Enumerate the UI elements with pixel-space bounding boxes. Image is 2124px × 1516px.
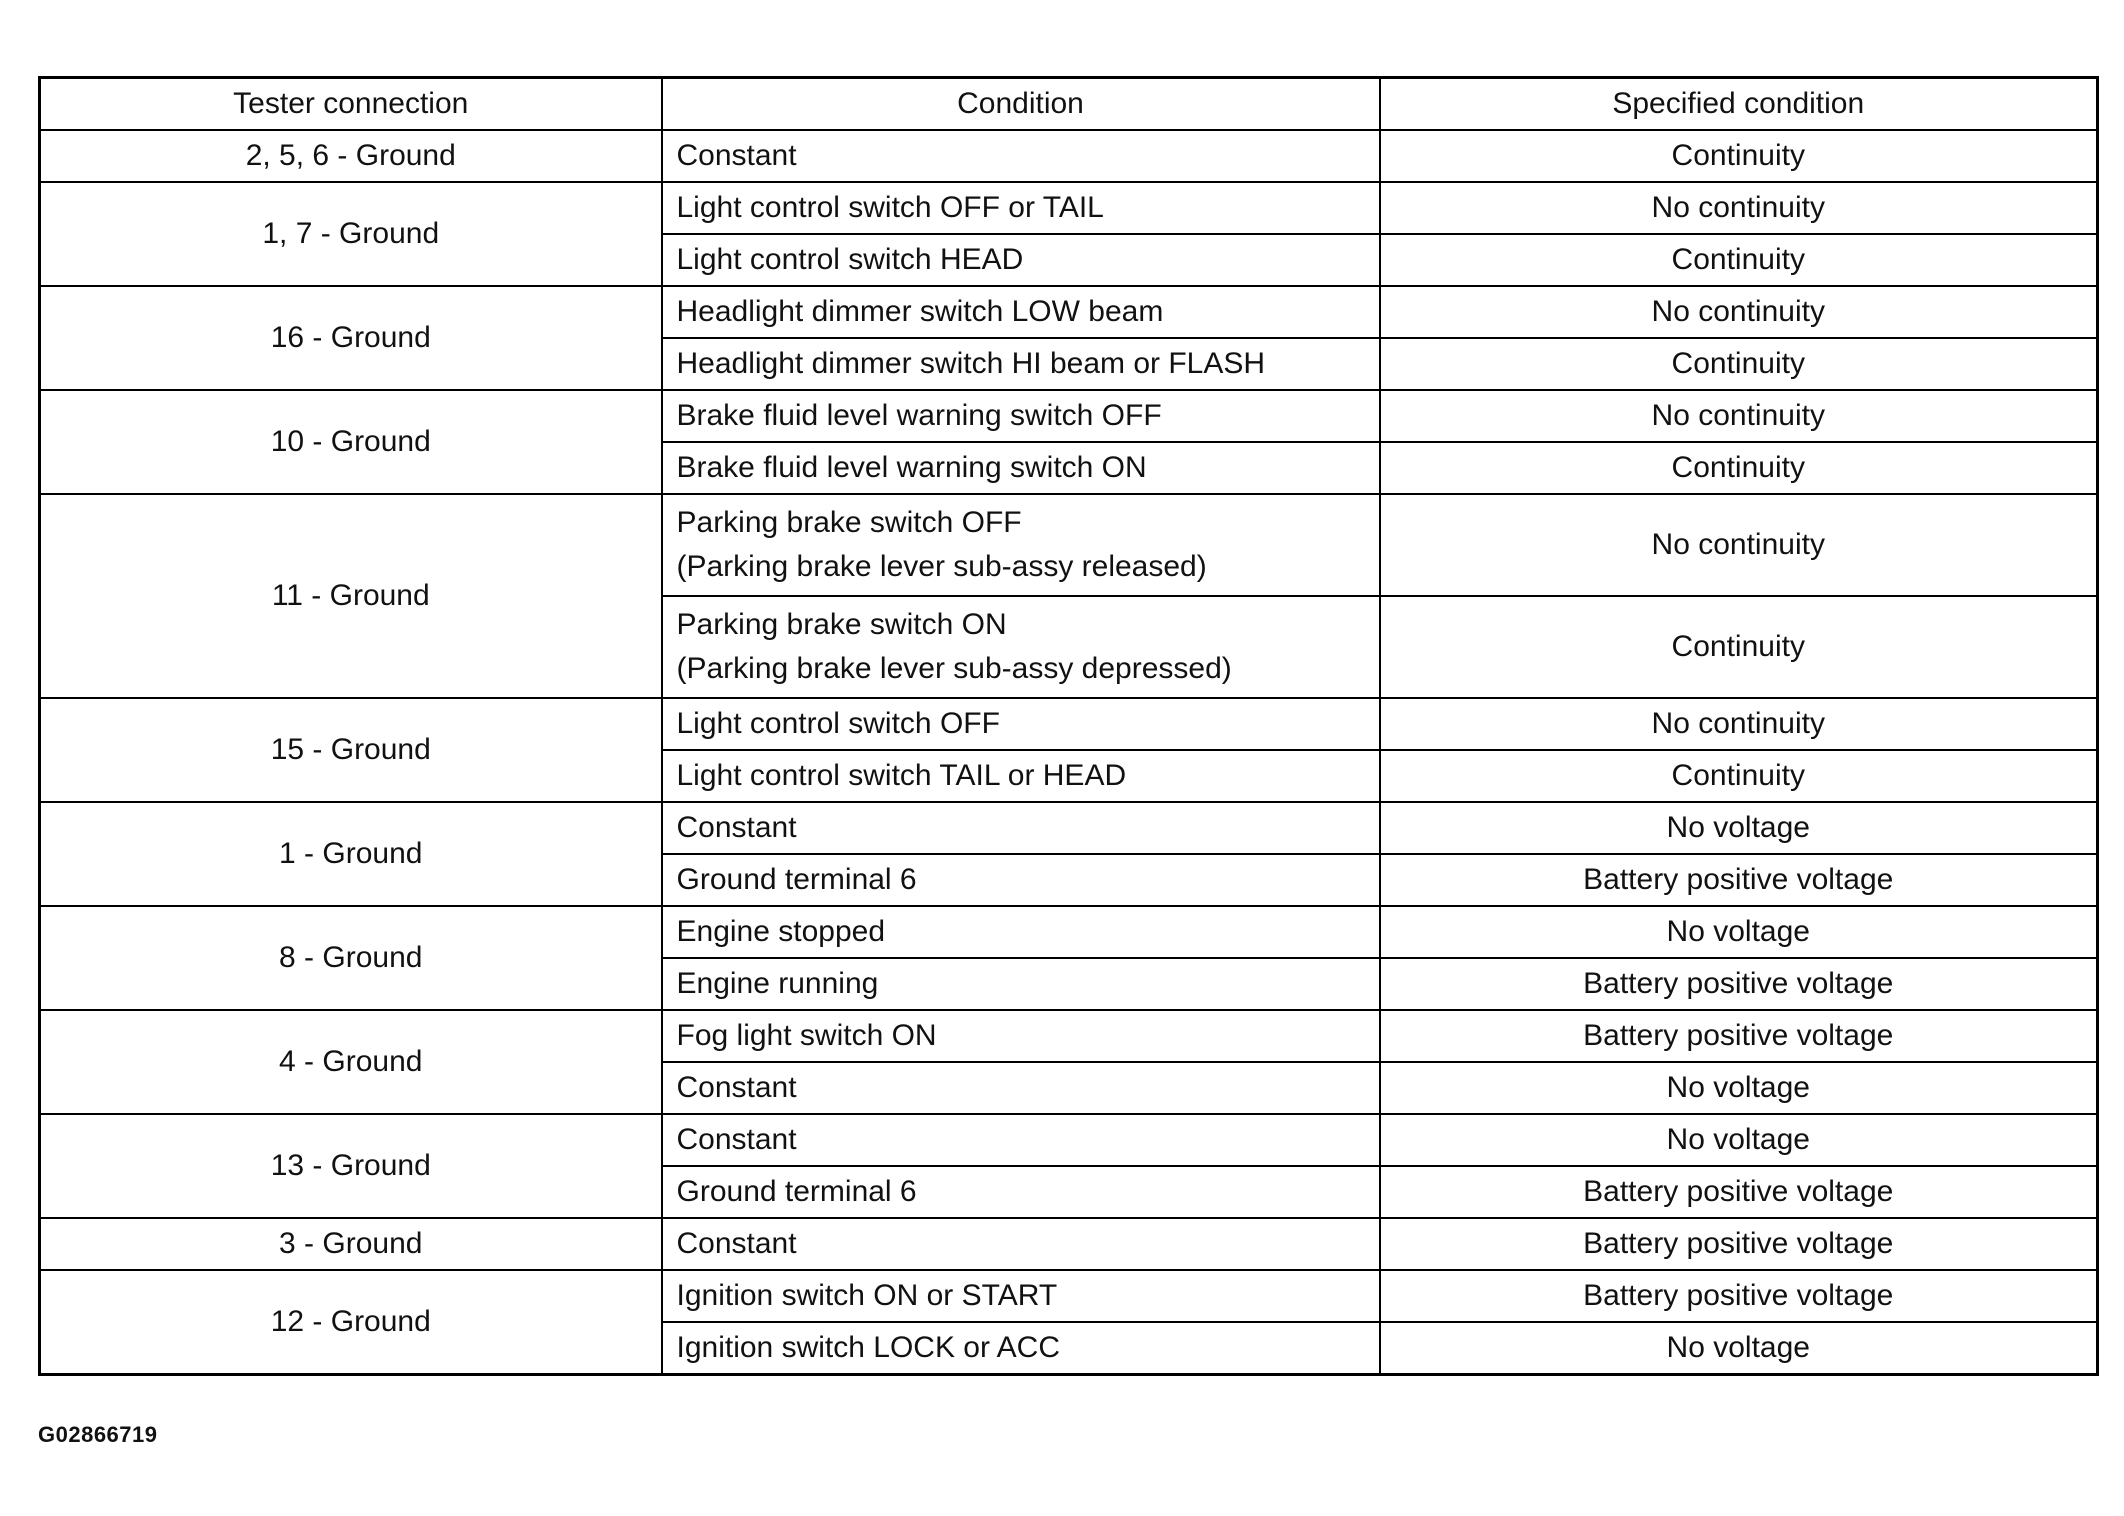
tester-connection-cell: 2, 5, 6 - Ground <box>40 130 662 182</box>
condition-line: Light control switch OFF or TAIL <box>676 191 1104 224</box>
condition-line: Constant <box>676 811 797 844</box>
condition-cell <box>662 338 1380 390</box>
condition-line: Engine running <box>676 967 879 1000</box>
specified-condition-cell: No continuity <box>1380 286 2098 338</box>
specified-condition-cell: Battery positive voltage <box>1380 1270 2098 1322</box>
condition-line: Brake fluid level warning switch OFF <box>676 399 1162 432</box>
condition-cell <box>662 698 1380 750</box>
condition-line: Constant <box>676 139 797 172</box>
tester-connection-cell: 1, 7 - Ground <box>40 182 662 286</box>
condition-line: Brake fluid level warning switch ON <box>676 451 1147 484</box>
specified-condition-cell: Continuity <box>1380 234 2098 286</box>
table-row <box>40 390 2098 442</box>
condition-line: Fog light switch ON <box>676 1019 937 1052</box>
specified-condition-cell: No continuity <box>1380 698 2098 750</box>
specified-condition-cell: Continuity <box>1380 596 2098 698</box>
condition-cell <box>662 906 1380 958</box>
table-row <box>40 698 2098 750</box>
condition-cell <box>662 958 1380 1010</box>
tester-connection-cell: 8 - Ground <box>40 906 662 1010</box>
condition-line: (Parking brake lever sub-assy depressed) <box>676 652 1232 685</box>
header-specified-condition: Specified condition <box>1380 78 2098 131</box>
specified-condition-cell: Battery positive voltage <box>1380 1166 2098 1218</box>
condition-line: Parking brake switch OFF <box>676 506 1022 539</box>
condition-line: Ground terminal 6 <box>676 863 917 896</box>
condition-line: Ignition switch LOCK or ACC <box>676 1331 1060 1364</box>
specified-condition-cell: Continuity <box>1380 750 2098 802</box>
condition-cell <box>662 1218 1380 1270</box>
condition-line: Light control switch OFF <box>676 707 1000 740</box>
condition-line: Light control switch HEAD <box>676 243 1024 276</box>
table-row <box>40 182 2098 234</box>
table-row <box>40 802 2098 854</box>
condition-cell <box>662 1114 1380 1166</box>
tester-connection-cell: 16 - Ground <box>40 286 662 390</box>
tester-connection-cell: 12 - Ground <box>40 1270 662 1375</box>
condition-cell <box>662 1270 1380 1322</box>
header-tester-connection: Tester connection <box>40 78 662 131</box>
condition-line: Engine stopped <box>676 915 886 948</box>
condition-cell <box>662 494 1380 596</box>
condition-line: (Parking brake lever sub-assy released) <box>676 550 1207 583</box>
specified-condition-cell: No continuity <box>1380 494 2098 596</box>
table-row <box>40 130 2098 182</box>
table-row <box>40 494 2098 596</box>
condition-cell <box>662 1166 1380 1218</box>
condition-cell <box>662 854 1380 906</box>
specified-condition-cell: Continuity <box>1380 130 2098 182</box>
condition-cell <box>662 1062 1380 1114</box>
condition-cell <box>662 286 1380 338</box>
tester-connection-cell: 13 - Ground <box>40 1114 662 1218</box>
condition-cell <box>662 130 1380 182</box>
specified-condition-cell: Battery positive voltage <box>1380 958 2098 1010</box>
table-row <box>40 1114 2098 1166</box>
condition-line: Headlight dimmer switch HI beam or FLASH <box>676 347 1266 380</box>
condition-cell <box>662 1322 1380 1375</box>
table-header <box>40 78 2098 131</box>
header-condition: Condition <box>662 78 1380 131</box>
specified-condition-cell: Battery positive voltage <box>1380 1218 2098 1270</box>
figure-id: G02866719 <box>38 1422 158 1447</box>
condition-cell <box>662 182 1380 234</box>
tester-connection-cell: 15 - Ground <box>40 698 662 802</box>
specified-condition-cell: No voltage <box>1380 1114 2098 1166</box>
condition-cell <box>662 596 1380 698</box>
table-body <box>40 130 2098 1375</box>
table-row <box>40 1218 2098 1270</box>
condition-line: Headlight dimmer switch LOW beam <box>676 295 1164 328</box>
table-row <box>40 286 2098 338</box>
table-row <box>40 1270 2098 1322</box>
condition-line: Light control switch TAIL or HEAD <box>676 759 1127 792</box>
condition-cell <box>662 750 1380 802</box>
table-row <box>40 1010 2098 1062</box>
specified-condition-cell: Battery positive voltage <box>1380 1010 2098 1062</box>
specified-condition-cell: Battery positive voltage <box>1380 854 2098 906</box>
condition-line: Ignition switch ON or START <box>676 1279 1058 1312</box>
condition-cell <box>662 802 1380 854</box>
specified-condition-cell: No voltage <box>1380 802 2098 854</box>
tester-connection-cell: 10 - Ground <box>40 390 662 494</box>
tester-connection-table <box>38 76 2099 1376</box>
table-row <box>40 906 2098 958</box>
condition-line: Constant <box>676 1227 797 1260</box>
specified-condition-cell: Continuity <box>1380 338 2098 390</box>
specified-condition-cell: No voltage <box>1380 1322 2098 1375</box>
specified-condition-cell: No voltage <box>1380 1062 2098 1114</box>
condition-line: Constant <box>676 1071 797 1104</box>
specified-condition-cell: No continuity <box>1380 390 2098 442</box>
condition-cell <box>662 442 1380 494</box>
condition-line: Parking brake switch ON <box>676 608 1007 641</box>
tester-connection-cell: 1 - Ground <box>40 802 662 906</box>
condition-cell <box>662 390 1380 442</box>
condition-line: Ground terminal 6 <box>676 1175 917 1208</box>
condition-cell <box>662 1010 1380 1062</box>
tester-connection-cell: 11 - Ground <box>40 494 662 698</box>
specified-condition-cell: No continuity <box>1380 182 2098 234</box>
condition-cell <box>662 234 1380 286</box>
tester-connection-cell: 4 - Ground <box>40 1010 662 1114</box>
specified-condition-cell: Continuity <box>1380 442 2098 494</box>
header-row <box>40 78 2098 131</box>
specified-condition-cell: No voltage <box>1380 906 2098 958</box>
condition-line: Constant <box>676 1123 797 1156</box>
tester-connection-cell: 3 - Ground <box>40 1218 662 1270</box>
